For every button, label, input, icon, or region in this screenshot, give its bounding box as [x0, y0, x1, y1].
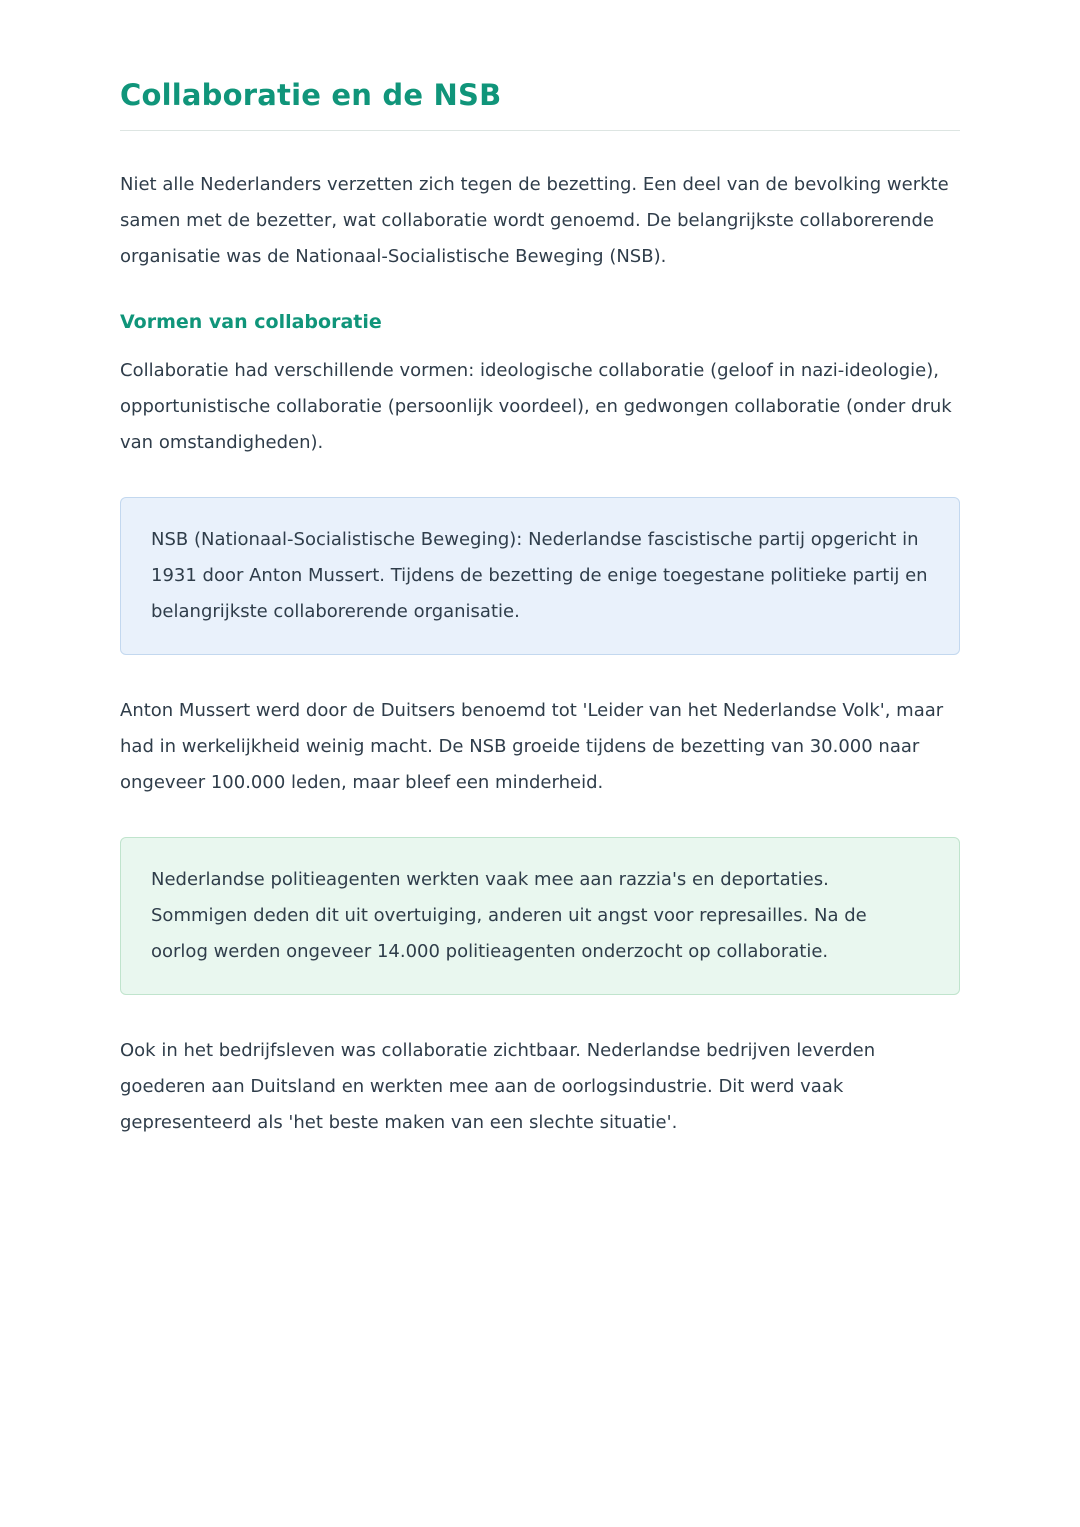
title-divider: [120, 130, 960, 131]
intro-paragraph: Niet alle Nederlanders verzetten zich tegen de bezetting. Een deel van de bevolking werkte samen met de bezetter, wat collaboratie wordt genoemd. De belangrijkste collaborerende organisatie was de Nationaal-Socialistische Beweging (NSB).: [120, 174, 949, 267]
page-title: Collaboratie en de NSB: [120, 78, 502, 112]
section-heading-vormen: Vormen van collaboratie: [120, 311, 382, 333]
mussert-paragraph: Anton Mussert werd door de Duitsers benoemd tot 'Leider van het Nederlandse Volk', maar had in werkelijkheid weinig macht. De NSB groeide tijdens de bezetting van 30.000 naar ongeveer 100.000 leden, maar bleef een minderheid.: [120, 700, 944, 793]
section-body-paragraph: Collaboratie had verschillende vormen: ideologische collaboratie (geloof in nazi-ideologie), opportunistische collaboratie (persoonlijk voordeel), en gedwongen collaboratie (onder druk van omstandigheden).: [120, 360, 952, 453]
definition-callout-nsb: NSB (Nationaal-Socialistische Beweging): Nederlandse fascistische partij opgericht in 1931 door Anton Mussert. Tijdens de bezetting de enige toegestane politieke partij en belangrijkste collaborerende organisatie.: [120, 497, 960, 655]
police-callout: Nederlandse politieagenten werkten vaak mee aan razzia's en deportaties. Sommigen deden dit uit overtuiging, anderen uit angst voor represailles. Na de oorlog werden ongeveer 14.000 politieagenten onderzocht op collaboratie.: [120, 837, 960, 995]
business-paragraph: Ook in het bedrijfsleven was collaboratie zichtbaar. Nederlandse bedrijven leverden goederen aan Duitsland en werkten mee aan de oorlogsindustrie. Dit werd vaak gepresenteerd als 'het beste maken van een slechte situatie'.: [120, 1040, 876, 1133]
